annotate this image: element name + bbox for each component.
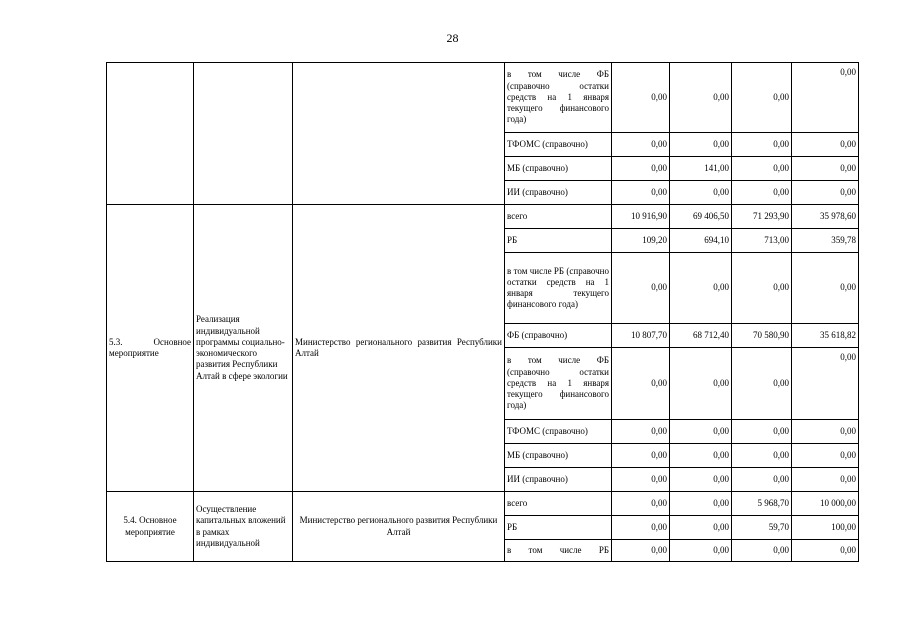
value-cell: 0,00: [670, 492, 732, 516]
value-cell: 10 000,00: [792, 492, 859, 516]
funding-source-cell: в том числе ФБ (справочно остатки средств на 1 января текущего финансового года): [505, 348, 612, 420]
page-number: 28: [446, 31, 459, 45]
table-row: [107, 492, 859, 516]
value-cell: 0,00: [792, 420, 859, 444]
table-row: [107, 63, 859, 133]
executor-cell: Министерство регионального развития Республики Алтай: [293, 492, 505, 562]
value-cell: 0,00: [792, 253, 859, 324]
funding-source-cell: всего: [505, 205, 612, 229]
funding-source-cell: в том числе РБ (справочно остатки средств на 1 января текущего финансового года): [505, 253, 612, 324]
value-cell: 0,00: [670, 181, 732, 205]
value-cell: 0,00: [732, 468, 792, 492]
value-cell: 0,00: [792, 181, 859, 205]
value-cell: 0,00: [670, 516, 732, 540]
value-cell: 0,00: [792, 348, 859, 420]
value-cell: 0,00: [612, 133, 670, 157]
value-cell: 0,00: [612, 253, 670, 324]
value-cell: 0,00: [792, 468, 859, 492]
value-cell: 0,00: [732, 540, 792, 562]
funding-source-cell: в том числе РБ: [505, 540, 612, 562]
value-cell: 0,00: [732, 348, 792, 420]
value-cell: 35 978,60: [792, 205, 859, 229]
value-cell: 109,20: [612, 229, 670, 253]
value-cell: 359,78: [792, 229, 859, 253]
funding-source-cell: МБ (справочно): [505, 157, 612, 181]
number-cell: [107, 63, 194, 205]
funding-source-cell: РБ: [505, 516, 612, 540]
value-cell: 0,00: [670, 133, 732, 157]
value-cell: 0,00: [670, 63, 732, 133]
value-cell: 0,00: [670, 348, 732, 420]
value-cell: 0,00: [612, 468, 670, 492]
value-cell: 70 580,90: [732, 324, 792, 348]
funding-source-cell: ТФОМС (справочно): [505, 133, 612, 157]
value-cell: 0,00: [612, 348, 670, 420]
value-cell: 0,00: [792, 157, 859, 181]
value-cell: 0,00: [792, 444, 859, 468]
activity-name-cell: Осуществление капитальных вложений в рамках индивидуальной: [194, 492, 293, 562]
value-cell: 0,00: [732, 157, 792, 181]
value-cell: 0,00: [612, 420, 670, 444]
table-row: [107, 205, 859, 229]
value-cell: 0,00: [670, 468, 732, 492]
executor-cell: [293, 63, 505, 205]
value-cell: 0,00: [670, 540, 732, 562]
value-cell: 5 968,70: [732, 492, 792, 516]
value-cell: 69 406,50: [670, 205, 732, 229]
executor-cell: Министерство регионального развития Республики Алтай: [293, 205, 505, 492]
funding-source-cell: ИИ (справочно): [505, 468, 612, 492]
funding-source-cell: всего: [505, 492, 612, 516]
value-cell: 10 807,70: [612, 324, 670, 348]
funding-source-cell: РБ: [505, 229, 612, 253]
name-cell: [194, 63, 293, 205]
funding-source-cell: МБ (справочно): [505, 444, 612, 468]
value-cell: 0,00: [612, 516, 670, 540]
value-cell: 0,00: [792, 540, 859, 562]
activity-number-cell: 5.3. Основное мероприятие: [107, 205, 194, 492]
value-cell: 0,00: [612, 63, 670, 133]
value-cell: 0,00: [670, 420, 732, 444]
value-cell: 0,00: [732, 63, 792, 133]
value-cell: 713,00: [732, 229, 792, 253]
value-cell: 59,70: [732, 516, 792, 540]
funding-source-cell: в том числе ФБ (справочно остатки средств на 1 января текущего финансового года): [505, 63, 612, 133]
value-cell: 0,00: [792, 133, 859, 157]
value-cell: 0,00: [612, 540, 670, 562]
value-cell: 0,00: [792, 63, 859, 133]
funding-source-cell: ФБ (справочно): [505, 324, 612, 348]
value-cell: 141,00: [670, 157, 732, 181]
value-cell: 10 916,90: [612, 205, 670, 229]
value-cell: 35 618,82: [792, 324, 859, 348]
value-cell: 0,00: [612, 492, 670, 516]
funding-source-cell: ИИ (справочно): [505, 181, 612, 205]
value-cell: 100,00: [792, 516, 859, 540]
value-cell: 68 712,40: [670, 324, 732, 348]
funding-source-cell: ТФОМС (справочно): [505, 420, 612, 444]
value-cell: 0,00: [732, 420, 792, 444]
activity-number-cell: 5.4. Основное мероприятие: [107, 492, 194, 562]
value-cell: 0,00: [612, 444, 670, 468]
value-cell: 0,00: [670, 253, 732, 324]
value-cell: 0,00: [732, 444, 792, 468]
value-cell: 694,10: [670, 229, 732, 253]
value-cell: 0,00: [732, 133, 792, 157]
value-cell: 0,00: [732, 181, 792, 205]
value-cell: 0,00: [732, 253, 792, 324]
value-cell: 0,00: [670, 444, 732, 468]
activity-name-cell: Реализация индивидуальной программы социально-экономического развития Республики Алтай в сфере экологии: [194, 205, 293, 492]
value-cell: 0,00: [612, 181, 670, 205]
value-cell: 71 293,90: [732, 205, 792, 229]
value-cell: 0,00: [612, 157, 670, 181]
funding-table: [106, 62, 859, 562]
